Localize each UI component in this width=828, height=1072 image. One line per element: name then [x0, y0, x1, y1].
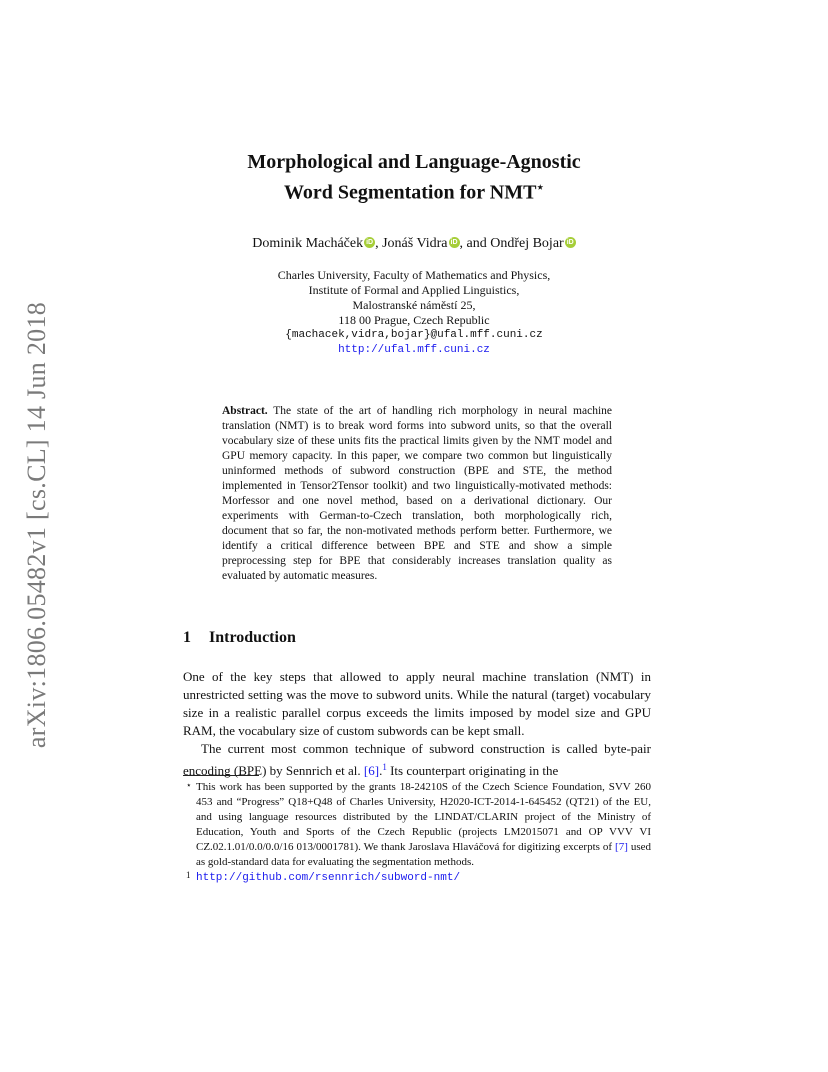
affiliation-line: Malostranské náměstí 25, [352, 298, 476, 312]
paragraph: One of the key steps that allowed to apply neural machine translation (NMT) in unrestricted setting was the move to subword units. While the natural (target) vocabulary size in a realistic parallel corpus exceeds the limits imposed by model size and GPU RAM, the vocabulary size of custom subwords can be kept small. [183, 669, 651, 738]
arxiv-identifier-stamp [22, 290, 52, 760]
orcid-icon[interactable]: iD [566, 239, 574, 246]
affiliation-line: 118 00 Prague, Czech Republic [338, 313, 490, 327]
section-heading [183, 629, 296, 647]
abstract [222, 404, 612, 584]
footnote: ⋆ This work has been supported by the grants 18-24210S of the Czech Science Foundation, SVV 260 453 and “Progress” Q18+Q48 of Charles University, H2020-ICT-2014-1-645452 (QT21) of the EU, and using language resources distributed by the LINDAT/CLARIN project of the Ministry of Education, Youth and Sports of the Czech Republic (projects LM2015071 and OP VVV VI CZ.02.1.01/0.0/0.0/16 013/0001781). We thank Jaroslava Hlaváčová for digitizing excerpts of [7] used as gold-standard data for evaluating the segmentation methods. [186, 780, 651, 868]
author-list [0, 236, 828, 252]
footnote [183, 870, 651, 886]
author-name: , Jonáš Vidra [375, 236, 448, 251]
footnote-url-link[interactable]: http://github.com/rsennrich/subword-nmt/ [196, 872, 461, 884]
author-name: Dominik Macháček [252, 236, 364, 251]
footnote-mark: 1 [186, 870, 191, 880]
institute-url-link[interactable]: http://ufal.mff.cuni.cz [338, 344, 490, 356]
arxiv-stamp-text: arXiv:1806.05482v1 [cs.CL] 14 Jun 2018 [22, 301, 51, 749]
section-number: 1 [183, 629, 191, 646]
body-text [183, 668, 651, 780]
footnote-divider [183, 775, 259, 776]
citation-link[interactable]: [6] [363, 763, 380, 778]
orcid-icon[interactable]: iD [366, 239, 374, 246]
abstract-text: The state of the art of handling rich morphology in neural machine translation (NMT) is to break word forms into subword units, so that the overall vocabulary size of these units fits the practical limits given by the NMT model and GPU memory capacity. In this paper, we compare two common but linguistically uninformed methods of subword construction (BPE and STE, the method implemented in Tensor2Tensor toolkit) and two linguistically-motivated methods: Morfessor and one novel method, based on a derivational dictionary. Our experiments with German-to-Czech translation, both morphologically rich, document that so far, the non-motivated methods perform better. Furthermore, we identify a critical difference between BPE and STE and show a simple preprocessing step for BPE that considerably increases translation quality as evaluated by automatic measures. [222, 405, 613, 582]
author-name: , and Ondřej Bojar [459, 236, 564, 251]
footnote-link[interactable]: 1 [382, 762, 387, 772]
section-title: Introduction [209, 629, 296, 646]
title-line-2: Word Segmentation for NMT⋆ [284, 180, 544, 204]
affiliation-line: Institute of Formal and Applied Linguistics, [308, 283, 520, 297]
footnotes [183, 780, 651, 886]
title-footnote-mark: ⋆ [536, 180, 544, 194]
footnote-mark: ⋆ [186, 780, 192, 790]
affiliation-block [0, 268, 828, 358]
title-line-1: Morphological and Language-Agnostic [247, 151, 581, 173]
author-emails: {machacek,vidra,bojar}@ufal.mff.cuni.cz [285, 329, 543, 341]
paragraph: The current most common technique of subword construction is called byte-pair encoding (BPE) by Sennrich et al. [6].$^1$ Its counterpart originating in the [183, 741, 651, 778]
paper-title [0, 150, 828, 206]
affiliation-line: Charles University, Faculty of Mathematics and Physics, [277, 268, 551, 282]
abstract-label: Abstract. [222, 405, 268, 417]
citation-link[interactable]: [7] [615, 841, 628, 853]
orcid-icon[interactable]: iD [450, 239, 458, 246]
